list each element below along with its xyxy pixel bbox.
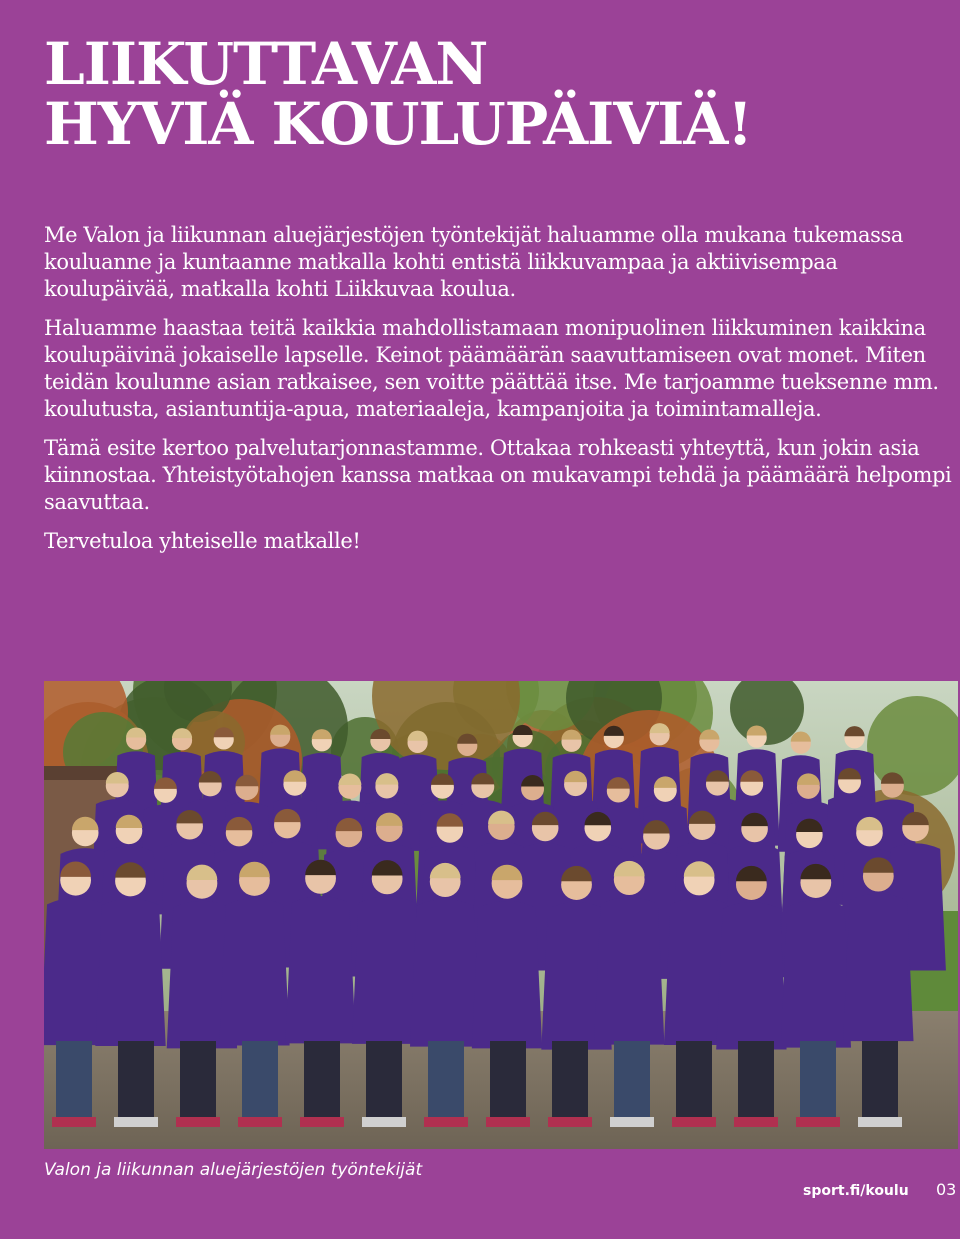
- heading-line-1: LIIKUTTAVAN: [44, 30, 488, 98]
- paragraph-3: Tämä esite kertoo palvelutarjonnastamme. Ottakaa rohkeasti yhteyttä, kun jokin asia kiinnostaa. Yhteistyötahojen kanssa matkaa on mukavampi tehdä ja päämäärä helpompi saavuttaa.: [44, 436, 952, 514]
- page-heading: [44, 30, 944, 158]
- group-photo: [44, 681, 958, 1149]
- page-number: 03: [936, 1180, 957, 1199]
- paragraph-2: Haluamme haastaa teitä kaikkia mahdollistamaan monipuolinen liikkuminen kaikkina koulupäivinä jokaiselle lapselle. Keinot päämäärän saavuttamiseen ovat monet. Miten teidän koulunne asian ratkaisee, sen voitte päättää itse. Me tarjoamme tueksenne mm. koulutusta, asiantuntija-apua, materiaaleja, kampanjoita ja toimintamalleja.: [44, 316, 939, 421]
- footer-link[interactable]: sport.fi/koulu: [803, 1183, 909, 1199]
- heading-line-2: HYVIÄ KOULUPÄIVIÄ!: [44, 90, 752, 158]
- paragraph-1: Me Valon ja liikunnan aluejärjestöjen työntekijät haluamme olla mukana tukemassa kouluanne ja kuntaanne matkalla kohti entistä liikkuvampaa ja aktiivisempaa koulupäivää, matkalla kohti Liikkuvaa koulua.: [44, 223, 903, 301]
- photo-caption: Valon ja liikunnan aluejärjestöjen työntekijät: [44, 1160, 423, 1180]
- intro-text: [44, 222, 954, 567]
- group-photo-illustration: [44, 681, 958, 1149]
- paragraph-4: Tervetuloa yhteiselle matkalle!: [44, 529, 361, 553]
